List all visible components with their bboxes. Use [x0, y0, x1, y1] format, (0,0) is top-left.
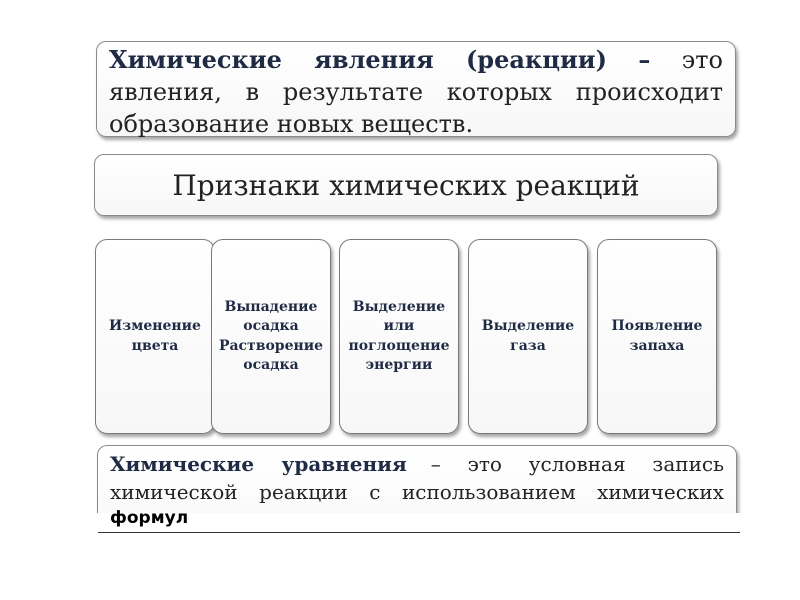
- definition-box: [96, 41, 736, 137]
- equation-term: Химические уравнения: [110, 452, 407, 476]
- sign-card-line: Выделение: [352, 298, 446, 315]
- sign-card-line: осадка: [243, 318, 299, 334]
- definition-line-3: образование новых веществ.: [109, 110, 474, 138]
- sign-card-line: Выделение: [481, 318, 575, 334]
- sign-card-line: цвета: [131, 337, 179, 354]
- sign-card-line: запаха: [629, 337, 685, 354]
- equation-crop-mask: [90, 513, 750, 600]
- equation-line-1: [110, 450, 724, 478]
- sign-card-line: Появление: [611, 318, 703, 334]
- signs-title: Признаки химических реакций: [172, 168, 640, 202]
- sign-card-precipitate: [211, 239, 331, 434]
- sign-card-line: Выпадение: [224, 298, 318, 315]
- sign-card-line: газа: [510, 337, 546, 354]
- equation-line-2: химической реакции с использованием химических: [110, 480, 724, 504]
- definition-dash: –: [638, 45, 651, 74]
- sign-card-color-change: [95, 239, 215, 434]
- definition-line-1: [109, 44, 723, 76]
- equation-line-1-rest: – это условная запись: [430, 452, 724, 476]
- equation-underline: [98, 532, 740, 533]
- sign-card-line: Растворение: [218, 337, 324, 354]
- sign-card-line: осадка: [243, 357, 299, 373]
- definition-line-2: явления, в результате которых происходит: [109, 78, 723, 106]
- sign-card-line: энергии: [365, 357, 433, 373]
- sign-card-energy: [339, 239, 459, 434]
- sign-card-gas: [468, 239, 588, 434]
- sign-card-smell: [597, 239, 717, 434]
- sign-card-line: или: [383, 318, 415, 334]
- signs-title-box: [94, 154, 718, 216]
- definition-term: Химические явления (реакции): [109, 45, 607, 74]
- sign-card-line: Изменение: [109, 318, 201, 334]
- equation-line-3: формул: [110, 508, 189, 528]
- sign-card-line: поглощение: [348, 337, 450, 354]
- definition-line-1-rest: это: [681, 46, 723, 74]
